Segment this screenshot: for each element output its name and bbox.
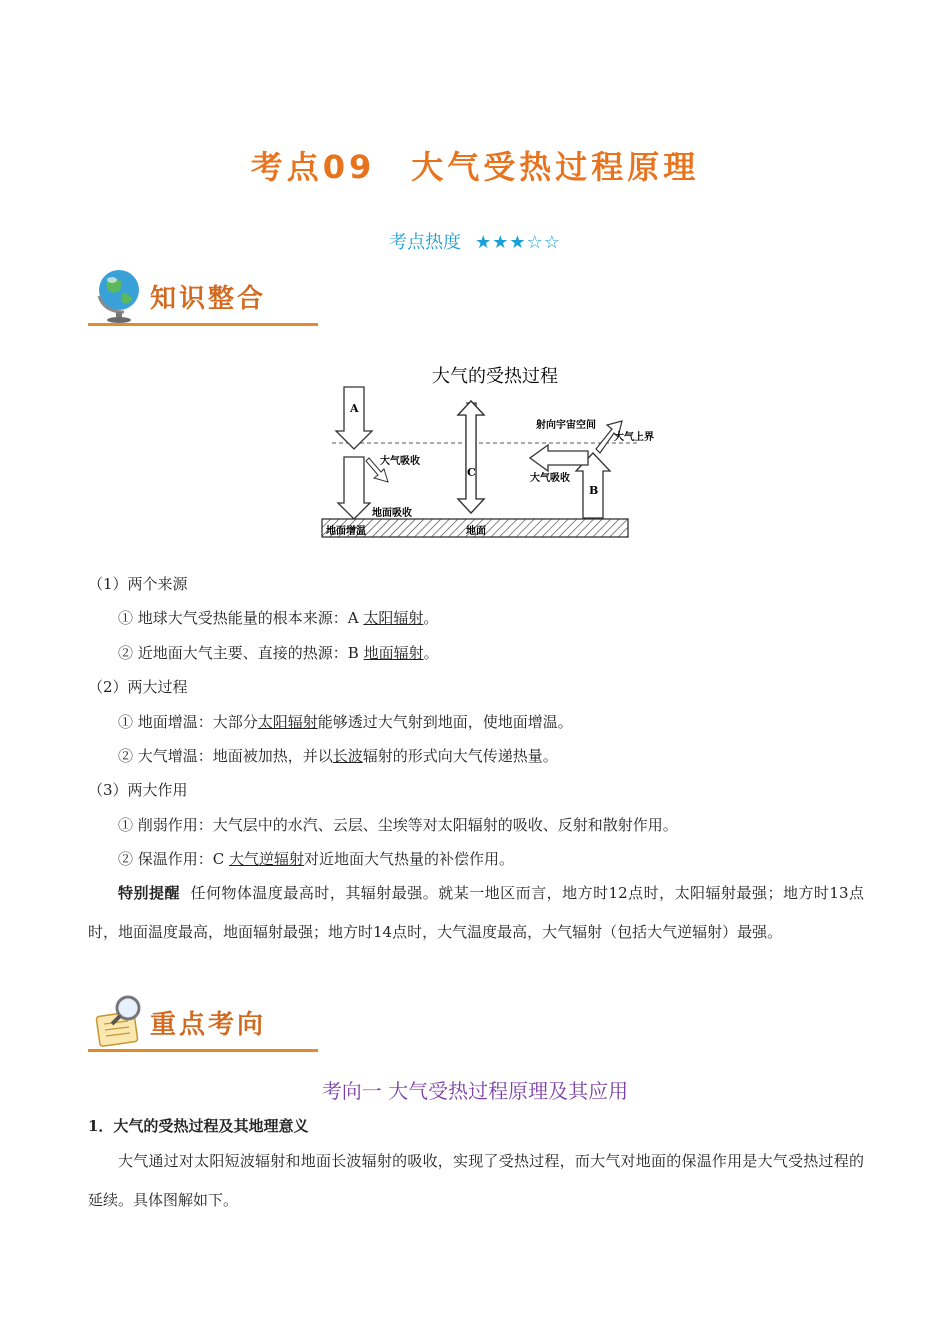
heating-diagram <box>320 385 654 545</box>
globe-icon <box>94 266 146 324</box>
label-c: C <box>467 466 476 479</box>
label-to-space: 射向宇宙空间 <box>536 420 596 431</box>
section-rule <box>88 1049 318 1052</box>
line-source-b: ② 近地面大气主要、直接的热源：B 地面辐射。 <box>118 644 439 662</box>
label-absorb-ground: 地面吸收 <box>372 508 412 519</box>
heading-two-sources: （1）两个来源 <box>88 575 188 593</box>
label-b: B <box>589 484 599 497</box>
direction-subheading: 1．大气的受热过程及其地理意义 <box>88 1117 309 1135</box>
arrow-to-ground <box>338 457 370 519</box>
label-atmos-top: 大气上界 <box>614 432 654 443</box>
diagram-title: 大气的受热过程 <box>432 366 558 387</box>
heat-label: 考点热度 <box>389 232 462 253</box>
line-source-a: ① 地球大气受热能量的根本来源：A 太阳辐射。 <box>118 609 439 627</box>
line-ground-warming: ① 地面增温：大部分太阳辐射能够透过大气射到地面，使地面增温。 <box>118 713 573 731</box>
direction-paragraph: 大气通过对太阳短波辐射和地面长波辐射的吸收，实现了受热过程，而大气对地面的保温作用是大气受热过程的延续。具体图解如下。 <box>88 1152 864 1209</box>
heat-stars: ★★★☆☆ <box>475 232 561 253</box>
heading-two-processes: （2）两大过程 <box>88 678 188 696</box>
section-header-key-directions <box>88 990 318 1052</box>
label-absorb-atmos-left: 大气吸收 <box>380 456 420 467</box>
label-ground: 地面 <box>466 526 486 537</box>
section-label: 知识整合 <box>150 284 267 314</box>
page-title: 考点09 大气受热过程原理 <box>250 148 700 186</box>
heading-two-effects: （3）两大作用 <box>88 781 188 799</box>
section-label: 重点考向 <box>150 1010 267 1040</box>
line-atmos-warming: ② 大气增温：地面被加热，并以长波辐射的形式向大气传递热量。 <box>118 747 558 765</box>
tip-label: 特别提醒 <box>118 884 180 902</box>
label-absorb-atmos-right: 大气吸收 <box>530 473 570 484</box>
section-header-knowledge <box>88 264 318 326</box>
magnifier-notes-icon <box>94 992 150 1050</box>
arrow-a <box>336 387 372 449</box>
heat-rating <box>0 228 950 254</box>
tip-text: 任何物体温度最高时，其辐射最强。就某一地区而言，地方时12点时，太阳辐射最强；地方时13点时，地面温度最高，地面辐射最强；地方时14点时，大气温度最高，大气辐射（包括大气逆辐射）最强。 <box>88 884 864 941</box>
direction-title: 考向一 大气受热过程原理及其应用 <box>321 1079 629 1103</box>
line-weakening: ① 削弱作用：大气层中的水汽、云层、尘埃等对太阳辐射的吸收、反射和散射作用。 <box>118 816 678 834</box>
label-ground-warm: 地面增温 <box>326 526 366 537</box>
special-tip <box>88 874 864 952</box>
section-rule <box>88 323 318 326</box>
line-insulation: ② 保温作用：C 大气逆辐射对近地面大气热量的补偿作用。 <box>118 850 515 868</box>
label-a: A <box>350 402 359 415</box>
